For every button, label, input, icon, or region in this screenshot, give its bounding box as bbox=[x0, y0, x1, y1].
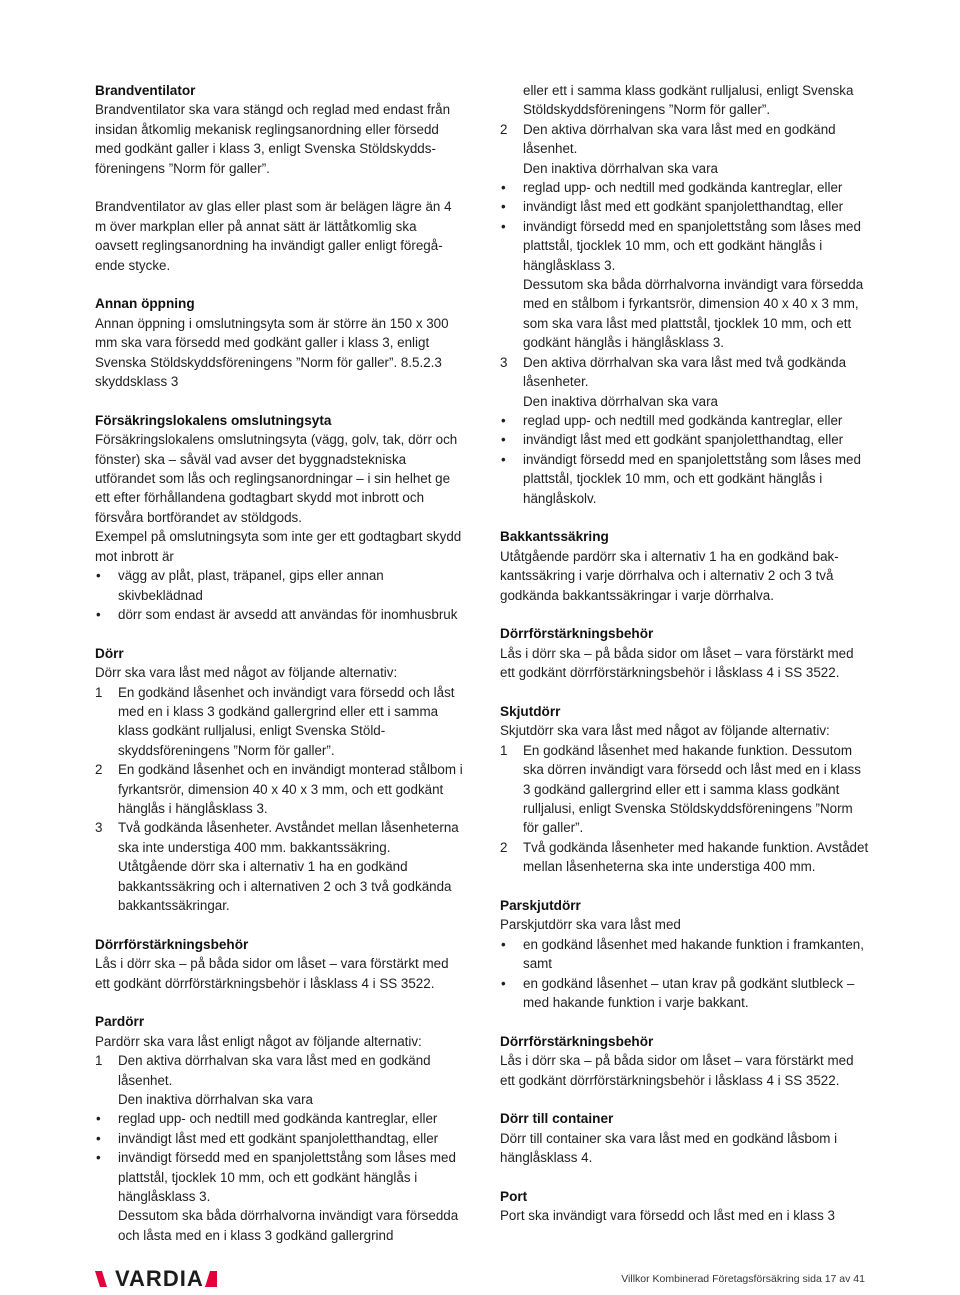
heading-omslutningsyta: Försäkringslokalens omslutningsyta bbox=[95, 412, 332, 428]
heading-dorrforstarkning: Dörrförstärkningsbehör bbox=[95, 936, 249, 952]
heading-dorrforstarkning: Dörrförstärkningsbehör bbox=[500, 1033, 654, 1049]
heading-brandventilator: Brandventilator bbox=[95, 83, 196, 98]
list-item-text: Den aktiva dörrhalvan ska vara låst med en godkänd låsenhet. bbox=[118, 1053, 431, 1088]
list-item-text: Den aktiva dörrhalvan ska vara låst med två godkända låsenheter. bbox=[523, 354, 847, 390]
list-item bbox=[500, 178, 872, 197]
paragraph: Dessutom ska båda dörrhalvorna invändigt vara försedda och låsta med en i klass 3 godkänd gallergrind bbox=[118, 1208, 459, 1243]
item-number: 2 bbox=[500, 121, 508, 137]
list-item-text: invändigt låst med ett godkänt spanjoletthandtag, eller bbox=[523, 199, 844, 215]
bullet-icon: • bbox=[501, 451, 506, 467]
list-item-text: reglad upp- och nedtill med godkända kantreglar, eller bbox=[523, 180, 843, 196]
paragraph: Lås i dörr ska – på båda sidor om låset – vara förstärkt med ett godkänt dörrförstärkningsbehör i låsklass 4 i SS 3522. bbox=[500, 1053, 854, 1088]
bullet-icon: • bbox=[96, 606, 101, 622]
list-item-text: invändigt låst med ett godkänt spanjoletthandtag, eller bbox=[523, 432, 844, 448]
list-item-text: vägg av plåt, plast, träpanel, gips eller annan skivbeklädnad bbox=[118, 568, 384, 603]
heading-dorr: Dörr bbox=[95, 645, 124, 661]
list-item bbox=[95, 1109, 463, 1128]
list-item bbox=[500, 741, 872, 838]
paragraph: Den inaktiva dörrhalvan ska vara bbox=[118, 1092, 314, 1108]
list-item-text: invändigt låst med ett godkänt spanjoletthandtag, eller bbox=[118, 1130, 439, 1146]
list-item bbox=[95, 566, 463, 605]
bullet-icon: • bbox=[96, 1111, 101, 1127]
paragraph: Exempel på omslutningsyta som inte ger ett godtagbart skydd mot inbrott är bbox=[95, 529, 462, 564]
list-item-text: reglad upp- och nedtill med godkända kantreglar, eller bbox=[118, 1111, 438, 1127]
section-dorr bbox=[95, 644, 463, 916]
list-item-text: invändigt försedd med en spanjolettstång som låses med plattstål, tjocklek 10 mm, och ett godkänt hänglås i hänglåsklass 3. bbox=[523, 218, 861, 273]
list-item-text: Två godkända låsenheter med hakande funktion. Avstådet mellan låsenheterna ska inte understiga 400 mm. bbox=[523, 839, 869, 875]
list-item-text: dörr som endast är avsedd att användas för inomhusbruk bbox=[118, 606, 458, 622]
list-item-text: invändigt försedd med en spanjolettstång som låses med plattstål, tjocklek 10 mm, och ett godkänt hänglås i hänglåskolv. bbox=[523, 451, 861, 506]
paragraph: eller ett i samma klass godkänt rulljalusi, enligt Svenska Stöldskyddsföreningens ”Norm för galler”. bbox=[523, 83, 854, 118]
list-item bbox=[95, 683, 463, 761]
page-number-text: Villkor Kombinerad Företagsförsäkring sida 17 av 41 bbox=[621, 1273, 865, 1285]
heading-parskjutdorr: Parskjutdörr bbox=[500, 898, 581, 913]
list-item-text: En godkänd låsenhet med hakande funktion. Dessutom ska dörren invändigt vara försedd och låst med en i klass 3 godkänd gallergrind eller ett i samma klass godkänt rulljalusi, enligt Svenska Stöldskyddsföreningens ”Norm för galler”. bbox=[523, 742, 861, 836]
list-item bbox=[95, 1148, 463, 1206]
item-number: 1 bbox=[95, 684, 103, 700]
list-item-text: en godkänd låsenhet – utan krav på godkänt slutbleck – med hakande funktion i varje bakkant. bbox=[523, 975, 855, 1011]
heading-pardorr: Pardörr bbox=[95, 1014, 145, 1030]
left-column bbox=[95, 81, 463, 1245]
right-column bbox=[500, 81, 872, 1226]
vardia-logo-mark-icon bbox=[95, 1269, 113, 1289]
bullet-icon: • bbox=[501, 975, 506, 991]
list-item bbox=[500, 450, 872, 508]
paragraph: Den inaktiva dörrhalvan ska vara bbox=[523, 160, 719, 176]
list-item bbox=[500, 217, 872, 275]
list-item bbox=[95, 760, 463, 818]
list-item bbox=[500, 838, 872, 877]
paragraph: Dörr till container ska vara låst med en godkänd låsbom i hänglåsklass 4. bbox=[500, 1130, 838, 1166]
paragraph: Annan öppning i omslutningsyta som är större än 150 x 300 mm ska vara försedd med godkänt galler i klass 3, enligt Svenska Stöldskyddsföreningens ”Norm för galler”. 8.5.2.3 skyddsklass 3 bbox=[95, 315, 449, 390]
section-skjutdorr bbox=[500, 702, 872, 877]
section-parskjutdorr bbox=[500, 896, 872, 1012]
list-item bbox=[500, 935, 872, 974]
bullet-icon: • bbox=[96, 1150, 101, 1166]
bullet-icon: • bbox=[96, 1130, 101, 1146]
page-footer bbox=[0, 1262, 960, 1295]
list-item bbox=[95, 818, 463, 915]
item-number: 3 bbox=[95, 820, 103, 836]
paragraph: Dessutom ska båda dörrhalvorna invändigt vara försedda med en stålbom i fyrkantsrör, dimension 40 x 40 x 3 mm, som ska vara låst med plattstål, tjocklek 10 mm, och ett godkänt hänglås i hänglåsklass 3. bbox=[523, 277, 864, 351]
logo-text: VARDIA bbox=[115, 1266, 204, 1291]
item-number: 2 bbox=[95, 762, 103, 778]
paragraph: Brandventilator ska vara stängd och reglad med endast från insidan åtkomlig mekanisk reglingsanordning eller försedd med godkänt galler i klass 3, enligt Svenska Stöldskyddsföreningens ”Norm för galler”. bbox=[95, 102, 451, 176]
vardia-logo bbox=[95, 1268, 217, 1290]
list-item bbox=[95, 1051, 463, 1090]
item-number: 3 bbox=[500, 354, 508, 370]
list-item bbox=[500, 120, 872, 159]
list-item-text: Den aktiva dörrhalvan ska vara låst med en godkänd låsenhet. bbox=[523, 121, 836, 157]
paragraph: Utåtgående pardörr ska i alternativ 1 ha en godkänd bakkantssäkring i varje dörrhalva och i alternativ 2 och 3 två godkända bakkantssäkringar i varje dörrhalva. bbox=[500, 548, 839, 603]
bullet-icon: • bbox=[501, 412, 506, 428]
item-number: 2 bbox=[500, 839, 508, 855]
heading-annan-oppning: Annan öppning bbox=[95, 296, 195, 312]
heading-dorr-container: Dörr till container bbox=[500, 1111, 614, 1127]
heading-bakkantssakring: Bakkantssäkring bbox=[500, 529, 609, 545]
item-number: 1 bbox=[95, 1053, 103, 1069]
section-pardorr-continued bbox=[500, 81, 872, 508]
paragraph: Försäkringslokalens omslutningsyta (vägg, golv, tak, dörr och fönster) ska – såväl vad avser det byggnadstekniska utförandet som lås och reglingsanordningar – i sin helhet ge ett efter förhållandena godtagbart skydd mot inbrott och försvåra bortförandet av stöldgods. bbox=[95, 432, 458, 525]
list-item-text: reglad upp- och nedtill med godkända kantreglar, eller bbox=[523, 412, 843, 428]
section-annan-oppning bbox=[95, 294, 463, 391]
bullet-icon: • bbox=[501, 432, 506, 448]
section-bakkantssakring bbox=[500, 527, 872, 605]
bullet-icon: • bbox=[501, 180, 506, 196]
list-item bbox=[95, 605, 463, 624]
heading-dorrforstarkning: Dörrförstärkningsbehör bbox=[500, 626, 654, 642]
list-item-text: En godkänd låsenhet och en invändigt monterad stålbom i fyrkantsrör, dimension 40 x 40 x 3 mm, och ett godkänt hänglås i hänglåsklass 3. bbox=[118, 762, 463, 816]
paragraph: Lås i dörr ska – på båda sidor om låset – vara förstärkt med ett godkänt dörrförstärkningsbehör i låsklass 4 i SS 3522. bbox=[500, 645, 854, 681]
section-dorrforstarkning-right-2 bbox=[500, 1032, 872, 1090]
list-item bbox=[500, 197, 872, 216]
section-dorrforstarkning bbox=[95, 935, 463, 993]
list-item bbox=[500, 974, 872, 1013]
list-item bbox=[500, 430, 872, 449]
heading-skjutdorr: Skjutdörr bbox=[500, 703, 561, 719]
paragraph: Port ska invändigt vara försedd och låst med en i klass 3 bbox=[500, 1208, 835, 1224]
bullet-icon: • bbox=[501, 199, 506, 215]
paragraph: Den inaktiva dörrhalvan ska vara bbox=[523, 393, 719, 409]
paragraph: Pardörr ska vara låst enligt något av följande alternativ: bbox=[95, 1033, 422, 1049]
item-number: 1 bbox=[500, 742, 508, 758]
paragraph: Dörr ska vara låst med något av följande alternativ: bbox=[95, 665, 398, 681]
section-pardorr bbox=[95, 1012, 463, 1245]
section-port bbox=[500, 1187, 872, 1226]
heading-port: Port bbox=[500, 1189, 528, 1205]
section-brandventilator bbox=[95, 81, 463, 178]
bullet-icon: • bbox=[501, 218, 506, 234]
paragraph: Skjutdörr ska vara låst med något av följande alternativ: bbox=[500, 723, 830, 739]
list-item bbox=[500, 411, 872, 430]
paragraph: Brandventilator av glas eller plast som är belägen lägre än 4 m över markplan eller på annat sätt är lättåtkomlig ska oavsett reglingsanordning ha invändigt galler enligt föregående stycke. bbox=[95, 199, 452, 273]
section-omslutningsyta bbox=[95, 411, 463, 624]
list-item-text: En godkänd låsenhet och invändigt vara försedd och låst med en i klass 3 godkänd gallergrind eller ett i samma klass godkänt rulljalusi, enligt Svenska Stöldskyddsföreningens ”Norm för galler”. bbox=[118, 684, 455, 758]
paragraph: Lås i dörr ska – på båda sidor om låset – vara förstärkt med ett godkänt dörrförstärkningsbehör i låsklass 4 i SS 3522. bbox=[95, 956, 449, 991]
list-item-text: invändigt försedd med en spanjolettstång som låses med plattstål, tjocklek 10 mm, och ett godkänt hänglås i hänglåsklass 3. bbox=[118, 1150, 456, 1205]
list-item-text: en godkänd låsenhet med hakande funktion i framkanten, samt bbox=[523, 936, 864, 972]
bullet-icon: • bbox=[96, 568, 101, 584]
list-item bbox=[500, 353, 872, 392]
list-item-text: Två godkända låsenheter. Avståndet mellan låsenheterna ska inte understiga 400 mm. bakkantssäkring. Utåtgående dörr ska i alternativ 1 ha en godkänd bakkantssäkring och i alternativen 2 och 3 två godkända bakkantssäkringar. bbox=[118, 820, 459, 913]
paragraph: Parskjutdörr ska vara låst med bbox=[500, 917, 681, 933]
vardia-logo-accent-icon bbox=[203, 1269, 217, 1289]
section-brandventilator-2 bbox=[95, 197, 463, 275]
list-item bbox=[95, 1129, 463, 1148]
section-dorr-container bbox=[500, 1109, 872, 1167]
bullet-icon: • bbox=[501, 936, 506, 952]
section-dorrforstarkning-right bbox=[500, 624, 872, 682]
